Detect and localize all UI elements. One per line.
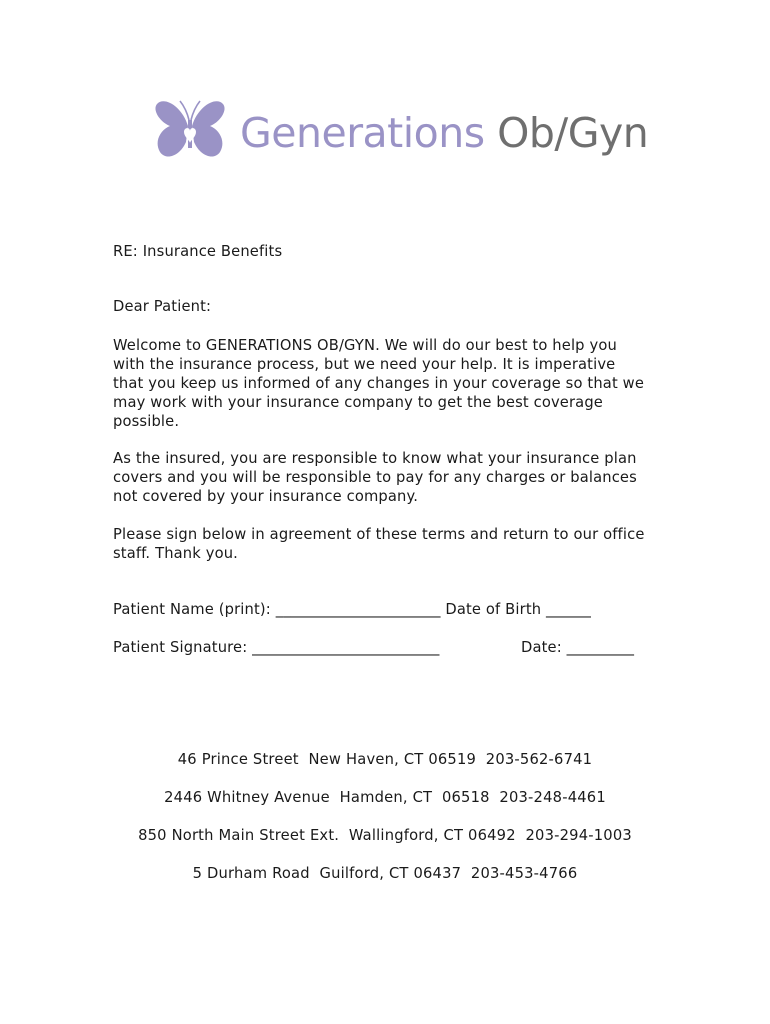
salutation: Dear Patient: bbox=[113, 298, 212, 315]
paragraph-line: covers and you will be responsible to pay for any charges or balances bbox=[113, 469, 637, 486]
paragraph-welcome bbox=[113, 336, 673, 431]
paragraph-line: Welcome to GENERATIONS OB/GYN. We will do our best to help you bbox=[113, 337, 617, 354]
paragraph-line: may work with your insurance company to get the best coverage bbox=[113, 394, 603, 411]
generations-logo bbox=[154, 98, 649, 168]
paragraph-responsibility bbox=[113, 449, 673, 506]
paragraph-line: that you keep us informed of any changes in your coverage so that we bbox=[113, 375, 645, 392]
address-wallingford: 850 North Main Street Ext. Wallingford, CT 06492 203-294-1003 bbox=[138, 827, 632, 844]
logo-word-generations: Generations bbox=[240, 109, 485, 157]
date-field[interactable]: Date: _________ bbox=[521, 639, 635, 656]
paragraph-line: possible. bbox=[113, 413, 180, 430]
paragraph-line: As the insured, you are responsible to know what your insurance plan bbox=[113, 450, 637, 467]
butterfly-heart-icon bbox=[154, 98, 226, 166]
re-line: RE: Insurance Benefits bbox=[113, 243, 283, 260]
patient-signature-field[interactable]: Patient Signature: _________________________ bbox=[113, 639, 440, 656]
address-hamden: 2446 Whitney Avenue Hamden, CT 06518 203-248-4461 bbox=[164, 789, 606, 806]
paragraph-line: staff. Thank you. bbox=[113, 545, 238, 562]
logo-wordmark bbox=[240, 108, 648, 158]
paragraph-line: Please sign below in agreement of these terms and return to our office bbox=[113, 526, 645, 543]
address-new-haven: 46 Prince Street New Haven, CT 06519 203-562-6741 bbox=[177, 751, 593, 768]
paragraph-line: not covered by your insurance company. bbox=[113, 488, 419, 505]
paragraph-line: with the insurance process, but we need your help. It is imperative bbox=[113, 356, 616, 373]
logo-word-obgyn: Ob/Gyn bbox=[484, 109, 649, 157]
patient-name-field[interactable]: Patient Name (print): ______________________ Date of Birth ______ bbox=[113, 601, 591, 618]
address-guilford: 5 Durham Road Guilford, CT 06437 203-453-4766 bbox=[192, 865, 578, 882]
paragraph-sign bbox=[113, 525, 673, 563]
